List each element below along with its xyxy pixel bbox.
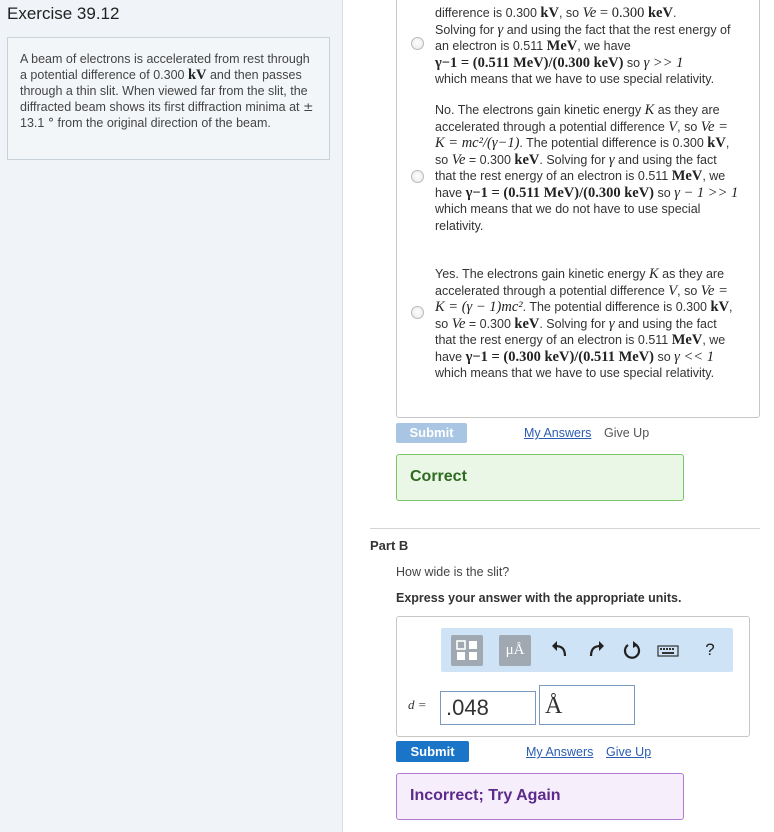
reset-icon[interactable] — [621, 638, 643, 662]
unit-kv: kV — [187, 67, 207, 83]
help-icon[interactable]: ? — [705, 640, 715, 659]
incorrect-feedback: Incorrect; Try Again — [396, 773, 684, 820]
undo-icon[interactable] — [549, 638, 571, 662]
choice-2-text: No. The electrons gain kinetic energy K as they are accelerated through a potential difference V, so Ve = K = mc²/(γ−1). The potential difference is 0.300 kV, so Ve = 0.300 keV. Solving for γ and using the fact that the rest energy of an electron is 0.511 MeV, we have γ−1 = (0.511 MeV)/(0.300 keV) so γ − 1 >> 1 which means that we do not have to use special relativity. — [435, 102, 739, 233]
problem-text: 13.1 — [20, 116, 48, 130]
answer-unit-input[interactable]: Å — [539, 685, 635, 725]
variable-label: d = — [408, 697, 427, 712]
degree-symbol: ° — [47, 115, 55, 130]
problem-text: from the original direction of the beam. — [54, 116, 271, 130]
problem-text: and then passes through a thin slit. When viewed far from the slit, the diffracted beam shows its first diffraction minima at — [20, 68, 308, 114]
math-toolbar — [441, 628, 733, 672]
templates-icon[interactable] — [451, 635, 483, 666]
redo-icon[interactable] — [585, 638, 607, 662]
problem-statement — [7, 37, 330, 160]
units-icon[interactable]: μÅ — [499, 635, 531, 666]
plus-minus-symbol: ± — [302, 99, 314, 114]
part-divider — [370, 528, 760, 529]
part-b-give-up-link[interactable]: Give Up — [606, 745, 652, 759]
choice-2-radio[interactable] — [411, 170, 424, 183]
choice-3-radio[interactable] — [411, 306, 424, 319]
answer-entry-box — [396, 616, 750, 737]
problem-text: A beam of electrons is accelerated from rest through a potential difference of 0.300 — [20, 52, 310, 82]
keyboard-icon[interactable] — [657, 638, 679, 662]
choice-3-text: Yes. The electrons gain kinetic energy K as they are accelerated through a potential difference V, so Ve = K = (γ − 1)mc². The potential difference is 0.300 kV, so Ve = 0.300 keV. Solving for γ and using the fact that the rest energy of an electron is 0.511 MeV, we have γ−1 = (0.300 keV)/(0.511 MeV) so γ << 1 which means that we have to use special relativity. — [435, 266, 733, 380]
choice-1-text: difference is 0.300 kV, so Ve = 0.300 keV. Solving for γ and using the fact that the rest energy of an electron is 0.511 MeV, we have γ−1 = (0.511 MeV)/(0.300 keV) so γ >> 1 which means that we have to use special relativity. — [435, 5, 731, 86]
part-a-my-answers-link[interactable]: My Answers — [524, 426, 592, 440]
part-a-give-up-link[interactable]: Give Up — [604, 426, 650, 440]
answer-choices — [396, 0, 760, 418]
part-b-submit-button[interactable]: Submit — [396, 741, 469, 762]
correct-feedback: Correct — [396, 454, 684, 501]
part-b-my-answers-link[interactable]: My Answers — [526, 745, 594, 759]
exercise-title: Exercise 39.12 — [7, 4, 120, 23]
part-b-instruction: Express your answer with the appropriate units. — [396, 591, 682, 605]
part-b-question: How wide is the slit? — [396, 565, 510, 579]
part-b-label: Part B — [370, 538, 409, 553]
choice-1-radio[interactable] — [411, 37, 424, 50]
problem-panel — [0, 0, 343, 832]
part-a-submit-button[interactable]: Submit — [396, 423, 467, 443]
answer-value-input[interactable]: .048 — [440, 691, 536, 725]
